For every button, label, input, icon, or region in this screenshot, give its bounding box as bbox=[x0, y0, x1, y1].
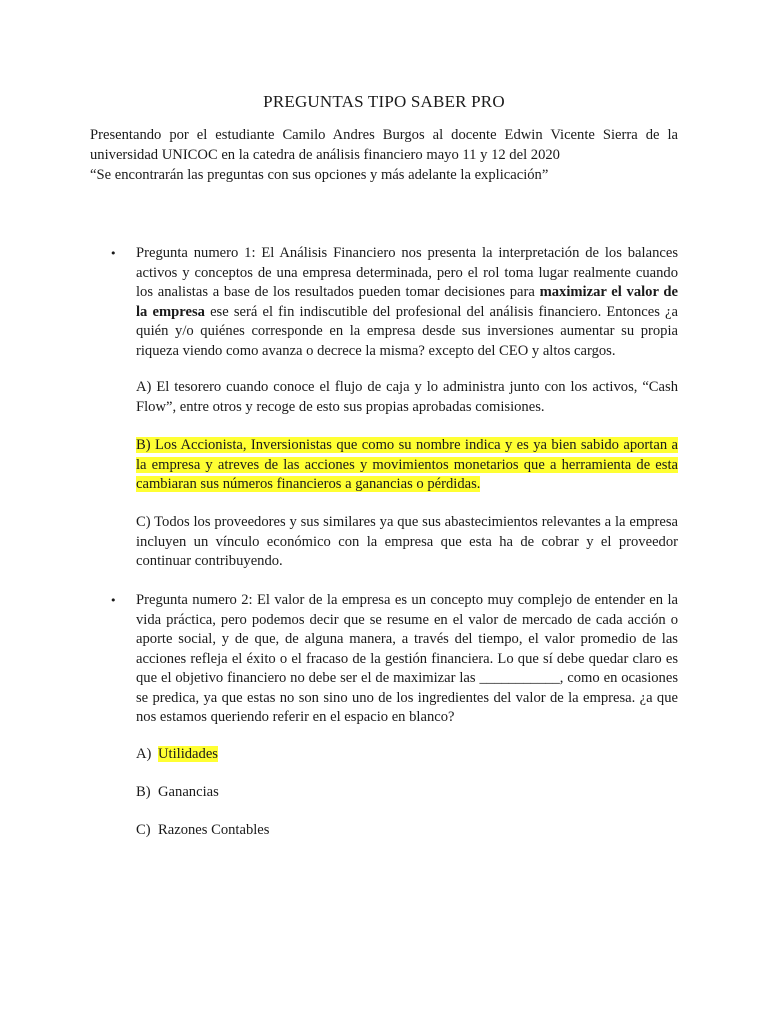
option-c-letter: C) bbox=[136, 822, 151, 838]
option-a-text: A) El tesorero cuando conoce el flujo de caja y lo administra junto con los activos, “Cash Flow”, entre otros y recoge de esto sus propias aprobadas comisiones. bbox=[136, 379, 678, 415]
question-2-text: Pregunta numero 2: El valor de la empresa es un concepto muy complejo de entender en la vida práctica, pero podemos decir que se resume en el valor de mercado de cada acción o aporte social, y de que, de alguna manera, a través del tiempo, el valor promedio de las acciones refleja el éxito o el fracaso de la gestión financiera. Lo que sí debe quedar claro es que el objetivo financiero no debe ser el de maximizar las ___________, como en ocasiones se predica, ya que estas no son sino uno de los ingredientes del valor de la empresa. ¿a que nos estamos queriendo referir en el espacio en blanco? bbox=[136, 592, 678, 725]
question-1-option-b-highlighted bbox=[136, 436, 678, 495]
intro-line-2: “Se encontrarán las preguntas con sus opciones y más adelante la explicación” bbox=[90, 167, 549, 183]
option-c-text: C) Todos los proveedores y sus similares ya que sus abastecimientos relevantes a la empresa incluyen un vínculo económico con la empresa que esta ha de cobrar y el proveedor continuar contribuyendo. bbox=[136, 514, 678, 569]
option-c-text: Razones Contables bbox=[158, 822, 270, 838]
question-1-text-start: Pregunta numero 1: El Análisis Financiero nos presenta la interpretación de los balances activos y conceptos de una empresa determinada, pero el rol toma lugar realmente cuando los analistas a base de los resultados pueden tomar decisiones para bbox=[136, 245, 678, 300]
question-2-option-b bbox=[136, 783, 219, 803]
option-a-text-highlighted: Utilidades bbox=[158, 746, 218, 762]
question-1-option-a bbox=[136, 378, 678, 417]
option-b-text: Ganancias bbox=[158, 784, 219, 800]
intro-line-1: Presentando por el estudiante Camilo Andres Burgos al docente Edwin Vicente Sierra de la universidad UNICOC en la catedra de análisis financiero mayo 11 y 12 del 2020 bbox=[90, 127, 678, 163]
question-1-text bbox=[136, 244, 678, 361]
intro-paragraph bbox=[90, 125, 678, 185]
question-2-option-c bbox=[136, 821, 269, 841]
page-title: PREGUNTAS TIPO SABER PRO bbox=[263, 92, 505, 111]
question-1-text-end: ese será el fin indiscutible del profesional del análisis financiero. Entonces ¿a quién y/o quiénes corresponde en la empresa desde sus inversiones aumentar su propia riqueza viendo como avanza o decrece la misma? excepto del CEO y altos cargos. bbox=[136, 303, 678, 359]
option-b-letter: B) bbox=[136, 784, 151, 800]
bullet-icon: • bbox=[110, 594, 117, 607]
question-1 bbox=[110, 244, 678, 361]
question-2-option-a bbox=[136, 745, 218, 765]
question-2 bbox=[110, 591, 678, 728]
option-b-text: B) Los Accionista, Inversionistas que como su nombre indica y es ya bien sabido aportan a la empresa y atreves de las acciones y movimientos monetarios que a herramienta de esta cambiaran sus números financieros a ganancias o pérdidas. bbox=[136, 437, 678, 492]
option-a-letter: A) bbox=[136, 746, 152, 762]
bullet-icon: • bbox=[110, 247, 117, 260]
question-1-option-c bbox=[136, 513, 678, 572]
question-1-emphasis: maximizar el valor de la empresa bbox=[136, 284, 678, 320]
